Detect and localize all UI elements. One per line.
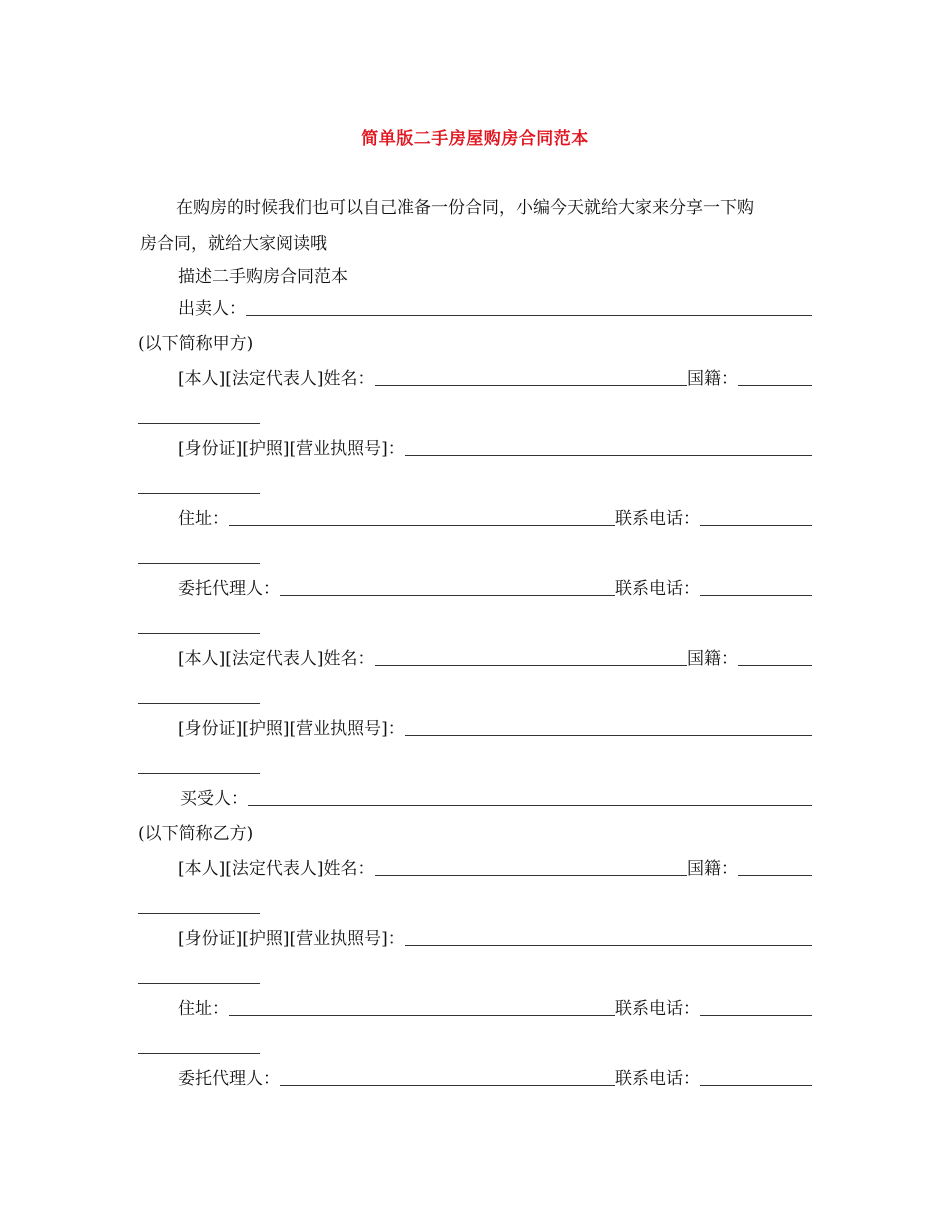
- seller-agent-phone-field[interactable]: [700, 579, 812, 596]
- intro-line-2: 房合同，就给大家阅读哦: [140, 234, 327, 254]
- intro-line-1: 在购房的时候我们也可以自己准备一份合同，小编今天就给大家来分享一下购: [176, 198, 754, 218]
- buyer-agent-row: [178, 1067, 812, 1089]
- buyer-field[interactable]: [248, 789, 812, 806]
- buyer-row: [180, 787, 812, 809]
- buyer-name-label: [本人][法定代表人]姓名：: [178, 859, 375, 879]
- seller-address-field[interactable]: [229, 509, 615, 526]
- seller-name-label: [本人][法定代表人]姓名：: [178, 369, 375, 389]
- buyer-id-row: [178, 927, 812, 949]
- buyer-id-field[interactable]: [405, 929, 812, 946]
- seller-agent-field[interactable]: [280, 579, 615, 596]
- seller-phone-continuation: [138, 562, 260, 564]
- subheading: 描述二手购房合同范本: [178, 267, 348, 287]
- seller-nationality-field[interactable]: [738, 369, 812, 386]
- buyer-address-label: 住址：: [178, 999, 229, 1019]
- seller-id-label: [身份证][护照][营业执照号]：: [178, 439, 405, 459]
- seller-row: [178, 297, 812, 319]
- seller-agent-row: [178, 577, 812, 599]
- seller-address-row: [178, 507, 812, 529]
- buyer-address-field[interactable]: [229, 999, 615, 1016]
- seller-agent-phone-label: 联系电话：: [615, 579, 700, 599]
- seller-agent-name-row: [178, 647, 812, 669]
- buyer-id-continuation: [138, 982, 260, 984]
- seller-agent-id-label: [身份证][护照][营业执照号]：: [178, 719, 405, 739]
- buyer-agent-phone-label: 联系电话：: [615, 1069, 700, 1089]
- seller-agent-id-continuation: [138, 772, 260, 774]
- seller-agent-id-field[interactable]: [405, 719, 812, 736]
- seller-address-label: 住址：: [178, 509, 229, 529]
- buyer-agent-label: 委托代理人：: [178, 1069, 280, 1089]
- seller-agent-phone-continuation: [138, 632, 260, 634]
- seller-nationality-continuation: [138, 422, 260, 424]
- seller-label: 出卖人：: [178, 299, 246, 319]
- buyer-phone-label: 联系电话：: [615, 999, 700, 1019]
- buyer-nationality-continuation: [138, 912, 260, 914]
- seller-name-row: [178, 367, 812, 389]
- seller-phone-field[interactable]: [700, 509, 812, 526]
- seller-agent-nationality-label: 国籍：: [687, 649, 738, 669]
- seller-agent-name-label: [本人][法定代表人]姓名：: [178, 649, 375, 669]
- seller-agent-name-field[interactable]: [375, 649, 687, 666]
- buyer-nationality-label: 国籍：: [687, 859, 738, 879]
- seller-field[interactable]: [246, 299, 812, 316]
- buyer-agent-phone-field[interactable]: [700, 1069, 812, 1086]
- buyer-phone-field[interactable]: [700, 999, 812, 1016]
- seller-agent-id-row: [178, 717, 812, 739]
- seller-nationality-label: 国籍：: [687, 369, 738, 389]
- intro-paragraph: [140, 190, 812, 262]
- seller-id-continuation: [138, 492, 260, 494]
- seller-abbr: (以下简称甲方): [138, 334, 254, 354]
- seller-agent-nationality-continuation: [138, 702, 260, 704]
- buyer-id-label: [身份证][护照][营业执照号]：: [178, 929, 405, 949]
- buyer-phone-continuation: [138, 1052, 260, 1054]
- document-title: 简单版二手房屋购房合同范本: [361, 129, 589, 149]
- seller-name-field[interactable]: [375, 369, 687, 386]
- seller-id-field[interactable]: [405, 439, 812, 456]
- buyer-name-field[interactable]: [375, 859, 687, 876]
- seller-id-row: [178, 437, 812, 459]
- buyer-nationality-field[interactable]: [738, 859, 812, 876]
- seller-agent-label: 委托代理人：: [178, 579, 280, 599]
- buyer-abbr: (以下简称乙方): [138, 824, 254, 844]
- seller-agent-nationality-field[interactable]: [738, 649, 812, 666]
- buyer-agent-field[interactable]: [280, 1069, 615, 1086]
- buyer-label: 买受人：: [180, 789, 248, 809]
- buyer-name-row: [178, 857, 812, 879]
- seller-phone-label: 联系电话：: [615, 509, 700, 529]
- buyer-address-row: [178, 997, 812, 1019]
